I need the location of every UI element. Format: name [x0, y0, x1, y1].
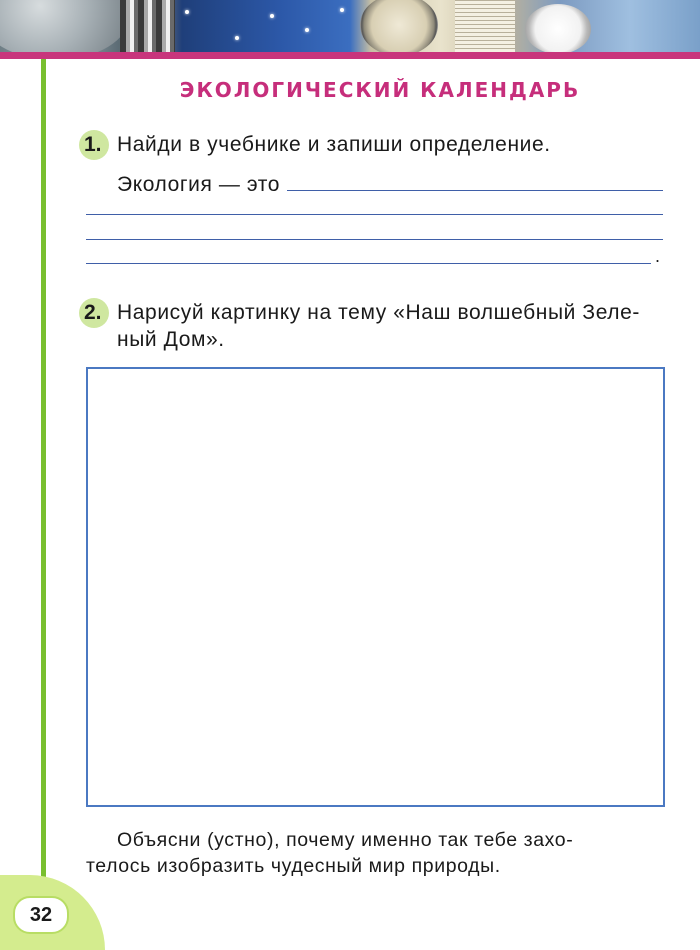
header-stripe [0, 52, 700, 59]
compass-image [360, 0, 438, 52]
answer-line-4[interactable] [86, 263, 651, 264]
task-2-number: 2. [84, 301, 102, 324]
answer-end-mark: . [655, 246, 661, 266]
star-icon [340, 8, 344, 12]
answer-line-1[interactable] [287, 190, 663, 191]
page-title: ЭКОЛОГИЧЕСКИЙ КАЛЕНДАРЬ [179, 78, 581, 102]
explain-prompt-line-1: Объясни (устно), почему именно так тебе захо- [117, 829, 574, 851]
drawing-area[interactable] [86, 367, 665, 807]
thermometer-image [120, 0, 175, 52]
star-icon [185, 10, 189, 14]
margin-line [41, 59, 46, 950]
calendar-image [455, 0, 515, 52]
moon-image [0, 0, 130, 52]
answer-line-2[interactable] [86, 214, 663, 215]
task-1-instruction: Найди в учебнике и запиши определение. [117, 133, 551, 156]
explain-prompt-line-2: телось изобразить чудесный мир природы. [86, 855, 501, 877]
task-2-instruction-line-1: Нарисуй картинку на тему «Наш волшебный Зеле- [117, 301, 641, 324]
clock-image [525, 4, 591, 52]
star-icon [235, 36, 239, 40]
header-banner-image [0, 0, 700, 52]
answer-line-3[interactable] [86, 239, 663, 240]
star-icon [305, 28, 309, 32]
explain-prompt [86, 827, 667, 879]
task-2-instruction-line-2: ный Дом». [117, 328, 225, 351]
star-icon [270, 14, 274, 18]
definition-prompt: Экология — это [117, 173, 281, 196]
task-1-number: 1. [84, 133, 102, 156]
page-number: 32 [13, 896, 69, 934]
